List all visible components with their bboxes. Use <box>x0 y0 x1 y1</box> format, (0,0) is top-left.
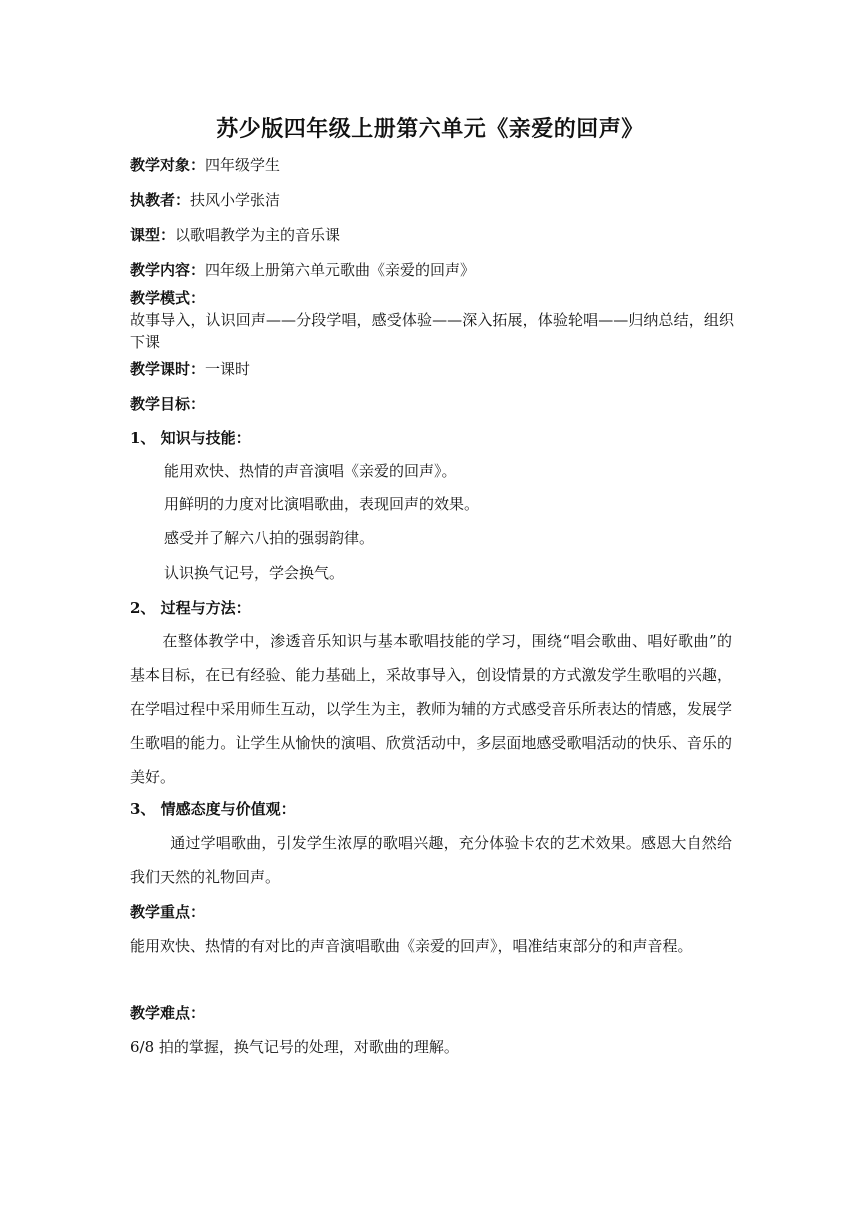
teaching-mode-text: 故事导入，认识回声——分段学唱，感受体验——深入拓展，体验轮唱——归纳总结，组织下课 <box>130 311 734 351</box>
teaching-goals-heading: 教学目标： <box>130 395 206 413</box>
goal1-item: 用鲜明的力度对比演唱歌曲，表现回声的效果。 <box>164 495 480 513</box>
goal1-item: 认识换气记号，学会换气。 <box>164 564 345 582</box>
teaching-difficulty-heading: 教学难点： <box>130 1004 206 1022</box>
teaching-mode-label: 教学模式： <box>130 289 206 307</box>
teaching-mode-heading <box>130 287 740 309</box>
teaching-object-label: 教学对象： <box>130 156 206 174</box>
teaching-focus-text: 能用欢快、热情的有对比的声音演唱歌曲《亲爱的回声》，唱准结束部分的和声音程。 <box>130 937 693 955</box>
document-title: 苏少版四年级上册第六单元《亲爱的回声》 <box>216 116 644 142</box>
teaching-difficulty-text: 6/8 拍的掌握，换气记号的处理，对歌曲的理解。 <box>130 1038 459 1056</box>
teacher-row <box>130 189 740 211</box>
teaching-content-label: 教学内容： <box>130 261 206 279</box>
teaching-focus-heading: 教学重点： <box>130 903 206 921</box>
teaching-object-value: 四年级学生 <box>205 156 281 174</box>
goal3-paragraph <box>130 826 732 894</box>
teaching-hours-label: 教学课时： <box>130 360 206 378</box>
lesson-type-row <box>130 224 740 246</box>
teaching-hours-value: 一课时 <box>205 360 251 378</box>
teaching-object-row <box>130 154 740 176</box>
lesson-type-value: 以歌唱教学为主的音乐课 <box>175 226 341 244</box>
teaching-content-row <box>130 259 740 281</box>
teaching-content-value: 四年级上册第六单元歌曲《亲爱的回声》 <box>205 261 476 279</box>
lesson-type-label: 课型： <box>130 226 176 244</box>
teacher-label: 执教者： <box>130 191 191 209</box>
goal2-paragraph <box>130 624 732 794</box>
goal1-heading: 1、 知识与技能： <box>130 429 251 447</box>
goal2-text: 在整体教学中，渗透音乐知识与基本歌唱技能的学习，围绕“唱会歌曲、唱好歌曲”的基本目标，在已有经验、能力基础上，采故事导入，创设情景的方式激发学生歌唱的兴趣，在学唱过程中采用师生互动，以学生为主，教师为辅的方式感受音乐所表达的情感，发展学生歌唱的能力。让学生从愉快的演唱、欣赏活动中，多层面地感受歌唱活动的快乐、音乐的美好。 <box>130 632 732 786</box>
goal1-item: 感受并了解六八拍的强弱韵律。 <box>164 529 375 547</box>
teaching-hours-row <box>130 358 740 380</box>
goal1-item: 能用欢快、热情的声音演唱《亲爱的回声》。 <box>164 462 457 480</box>
goal3-heading: 3、 情感态度与价值观： <box>130 800 296 818</box>
goal2-heading: 2、 过程与方法： <box>130 599 251 617</box>
goal3-text: 通过学唱歌曲，引发学生浓厚的歌唱兴趣，充分体验卡农的艺术效果。感恩大自然给我们天然的礼物回声。 <box>130 834 732 886</box>
teacher-value: 扶风小学张洁 <box>190 191 281 209</box>
